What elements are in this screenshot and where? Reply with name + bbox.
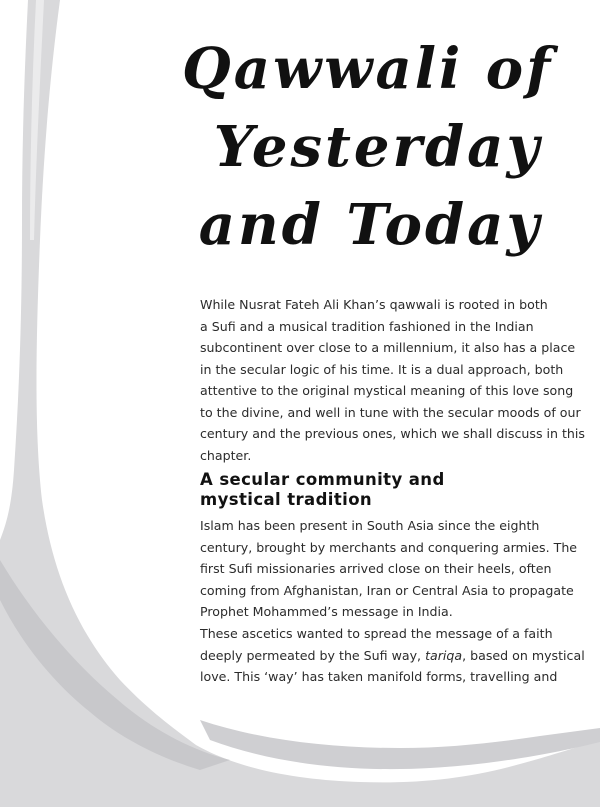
title-line: and Today bbox=[198, 192, 542, 258]
paragraph-line: These ascetics wanted to spread the message of a faith bbox=[200, 626, 553, 641]
body-paragraph-1 bbox=[200, 515, 578, 623]
intro-line: century and the previous ones, which we shall discuss in this bbox=[200, 426, 585, 441]
paragraph-line: first Sufi missionaries arrived close on their heels, often bbox=[200, 561, 552, 576]
paragraph-line: century, brought by merchants and conquering armies. The bbox=[200, 539, 578, 555]
intro-line: While Nusrat Fateh Ali Khan’s qawwali is rooted in both bbox=[200, 297, 548, 312]
title-line: Yesterday bbox=[213, 114, 542, 180]
text-run: deeply permeated by the Sufi way, bbox=[200, 647, 426, 663]
paragraph-line: Prophet Mohammed’s message in India. bbox=[200, 604, 453, 619]
paragraph-line: coming from Afghanistan, Iran or Central Asia to propagate bbox=[200, 582, 574, 598]
body-paragraph-2 bbox=[200, 623, 585, 688]
section-heading bbox=[200, 470, 570, 510]
heading-line: mystical tradition bbox=[200, 490, 373, 509]
intro-line: a Sufi and a musical tradition fashioned in the Indian bbox=[200, 318, 534, 334]
intro-line: attentive to the original mystical meaning of this love song bbox=[200, 383, 574, 398]
title-line: Qawwali of bbox=[182, 36, 554, 102]
paragraph-line bbox=[200, 645, 585, 667]
intro-line: subcontinent over close to a millennium, it also has a place bbox=[200, 340, 576, 355]
text-run: , based on mystical bbox=[462, 647, 585, 663]
intro-line: to the divine, and well in tune with the secular moods of our bbox=[200, 404, 581, 420]
italic-term: tariqa bbox=[425, 647, 463, 663]
intro-paragraph bbox=[200, 294, 585, 466]
heading-line: A secular community and bbox=[200, 470, 445, 489]
chapter-title bbox=[182, 30, 554, 264]
intro-line: chapter. bbox=[200, 447, 252, 463]
paragraph-line: Islam has been present in South Asia since the eighth bbox=[200, 518, 540, 533]
paragraph-line: love. This ‘way’ has taken manifold forms, travelling and bbox=[200, 669, 558, 684]
intro-line: in the secular logic of his time. It is a dual approach, both bbox=[200, 361, 564, 377]
